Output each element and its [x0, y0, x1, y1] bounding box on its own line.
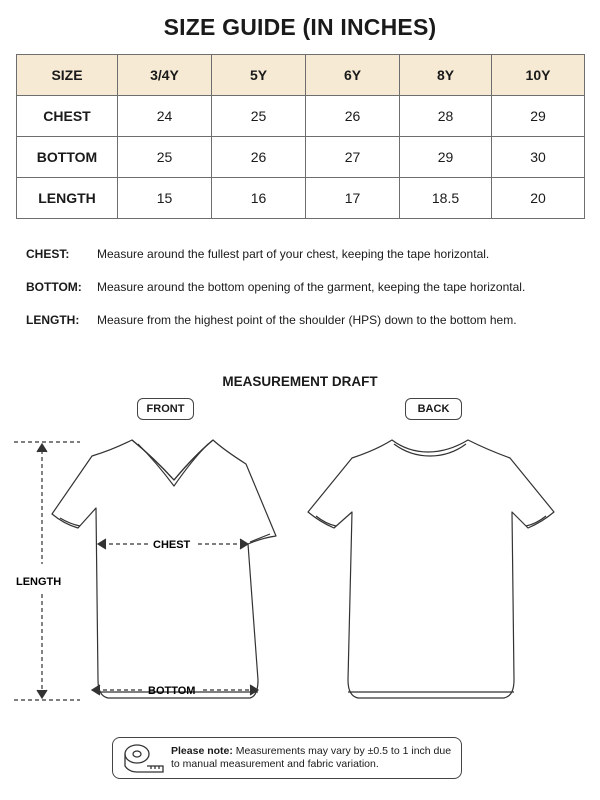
- table-header-cell: SIZE: [17, 55, 118, 96]
- table-cell: 16: [212, 178, 306, 219]
- bottom-label: BOTTOM: [148, 685, 196, 697]
- chest-label: CHEST: [153, 539, 191, 551]
- table-cell: 24: [118, 96, 212, 137]
- table-row: [17, 178, 585, 219]
- table-header-cell: 10Y: [492, 55, 585, 96]
- table-header-cell: 5Y: [212, 55, 306, 96]
- back-label: BACK: [405, 398, 462, 420]
- table-header-cell: 6Y: [306, 55, 400, 96]
- table-row: [17, 137, 585, 178]
- table-cell: 28: [400, 96, 492, 137]
- length-measure-line: [14, 442, 80, 700]
- definition-text: Measure around the fullest part of your chest, keeping the tape horizontal.: [97, 247, 490, 261]
- definition-term: LENGTH:: [26, 313, 80, 327]
- row-label: BOTTOM: [17, 137, 118, 178]
- length-label: LENGTH: [16, 576, 62, 588]
- table-cell: 29: [492, 96, 585, 137]
- note-emphasis: Please note:: [171, 745, 233, 757]
- definition-term: BOTTOM:: [26, 280, 82, 294]
- table-cell: 26: [212, 137, 306, 178]
- definition-bottom: [26, 280, 586, 313]
- table-cell: 15: [118, 178, 212, 219]
- definition-text: Measure from the highest point of the shoulder (HPS) down to the bottom hem.: [97, 313, 517, 327]
- row-label: CHEST: [17, 96, 118, 137]
- table-cell: 27: [306, 137, 400, 178]
- size-table: [16, 54, 585, 219]
- table-header-row: [17, 55, 585, 96]
- note-box: [112, 737, 462, 779]
- table-cell: 20: [492, 178, 585, 219]
- table-header-cell: 3/4Y: [118, 55, 212, 96]
- table-cell: 25: [212, 96, 306, 137]
- measurement-definitions: [26, 247, 586, 346]
- table-cell: 26: [306, 96, 400, 137]
- table-cell: 29: [400, 137, 492, 178]
- definition-length: [26, 313, 586, 346]
- front-label: FRONT: [137, 398, 194, 420]
- table-cell: 25: [118, 137, 212, 178]
- page-title: SIZE GUIDE (IN INCHES): [163, 14, 437, 40]
- definition-term: CHEST:: [26, 247, 70, 261]
- front-shirt-diagram: [0, 430, 300, 710]
- draft-title: MEASUREMENT DRAFT: [222, 374, 378, 389]
- definition-text: Measure around the bottom opening of the garment, keeping the tape horizontal.: [97, 280, 526, 294]
- table-row: [17, 96, 585, 137]
- table-header-cell: 8Y: [400, 55, 492, 96]
- definition-chest: [26, 247, 586, 280]
- table-cell: 18.5: [400, 178, 492, 219]
- back-shirt-diagram: [300, 430, 600, 710]
- note-body: Measurements may vary by ±0.5 to 1 inch due to manual measurement and fabric variation.: [171, 745, 452, 770]
- table-cell: 30: [492, 137, 585, 178]
- measuring-tape-icon: [121, 742, 167, 774]
- note-text: [171, 745, 456, 771]
- table-cell: 17: [306, 178, 400, 219]
- row-label: LENGTH: [17, 178, 118, 219]
